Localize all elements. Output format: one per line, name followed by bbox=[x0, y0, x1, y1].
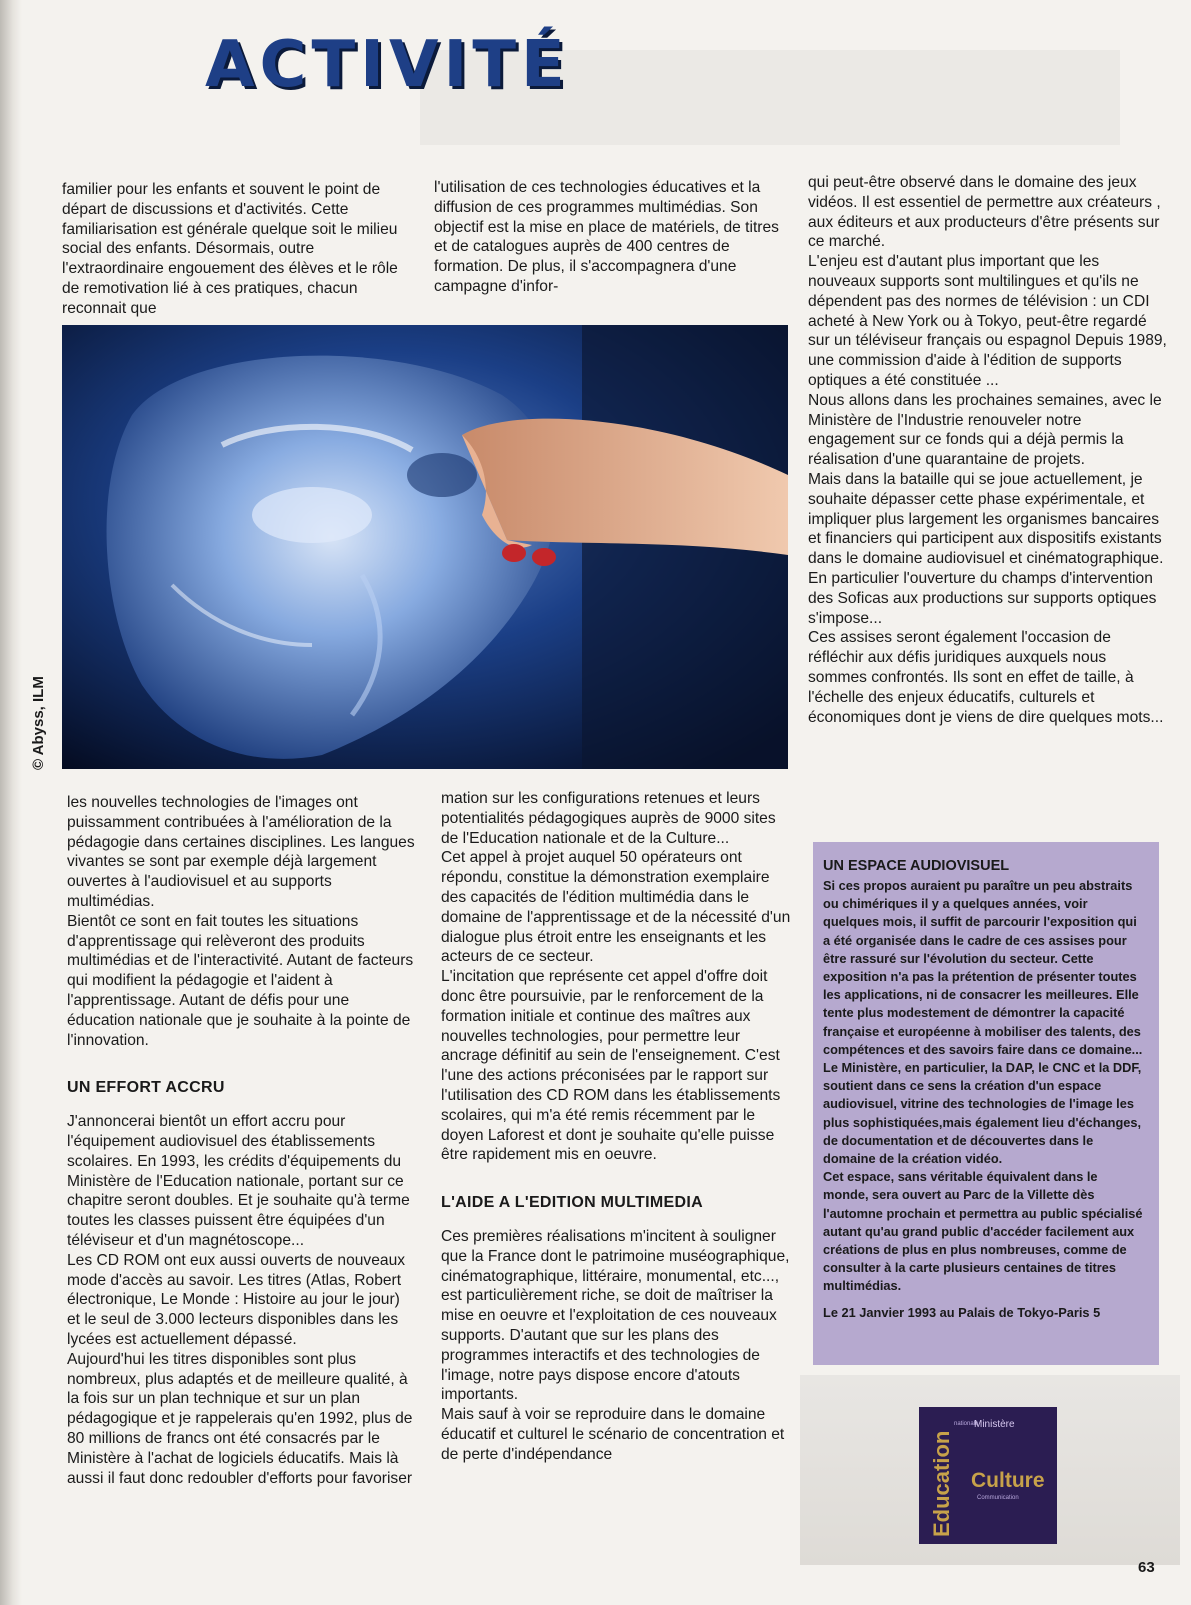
body-paragraph: Les CD ROM ont eux aussi ouverts de nouveaux mode d'accès au savoir. Les titres (Atlas, Robert électronique, Le Monde : Histoire au jour le jour) et le seul de 3.000 lecteurs disponibles dans les lycées est actuellement dépassé. bbox=[67, 1251, 406, 1348]
body-paragraph: mation sur les configurations retenues et leurs potentialités pédagogiques auprès de 9000 sites de l'Education nationale et de la Culture... bbox=[441, 790, 776, 847]
sidebar-paragraph: Si ces propos auraient pu paraître un peu abstraits ou chimériques il y a quelques années, voir quelques mois, il suffit de parcourir l'exposition qui a été organisée dans le cadre de ces assises pour être rassuré sur l'évolution du secteur. Cette exposition n'a pas la prétention de présenter toutes les applications, ni de consacrer les meilleures. Elle tente plus modestement de démontrer la capacité française et européenne à mobiliser des talents, des compétences et des savoirs faire dans ce domaine... bbox=[823, 878, 1143, 1057]
logo-culture-text: Culture bbox=[971, 1469, 1045, 1492]
body-paragraph: Ces assises seront également l'occasion de réfléchir aux défis juridiques auxquels nous sommes confrontés. Ils sont en effet de taille, à l'échelle des enjeux éducatifs, culturels et économiques dont je viens de dire quelques mots... bbox=[808, 629, 1164, 726]
section-heading: UN EFFORT ACCRU bbox=[67, 1079, 225, 1097]
page-number: 63 bbox=[1138, 1559, 1155, 1576]
body-paragraph: L'incitation que représente cet appel d'offre doit donc être poursuivie, par le renforcement de la formation initiale et continue des maîtres aux nouvelles technologies, pour permettre leur ancrage définitif au sein de l'enseignement. C'est l'une des actions préconisées par le rapport sur l'utilisation des CD ROM dans les établissements scolaires, qui m'a été remis récemment par le doyen Laforest et dont je souhaite qu'elle puisse être rapidement mis en oeuvre. bbox=[441, 968, 781, 1164]
logo-ministere-text: Ministère bbox=[974, 1419, 1015, 1430]
logo-nationale-text: nationale bbox=[954, 1421, 979, 1427]
column-2-bottom bbox=[441, 789, 796, 1465]
page-title: ACTIVITÉ bbox=[205, 28, 570, 102]
body-paragraph: Mais dans la bataille qui se joue actuellement, je souhaite dépasser cette phase expérimentale, et impliquer plus largement les organismes bancaires et financiers qui participent aux dispositifs existants dans le domaine audiovisuel et cinématographique. En particulier l'ouverture du champs d'intervention des Soficas aux productions sur supports optiques s'impose... bbox=[808, 470, 1164, 627]
page-spine-shadow bbox=[0, 0, 22, 1605]
column-2-top bbox=[434, 178, 784, 297]
body-paragraph: les nouvelles technologies de l'images ont puissamment contribuées à l'amélioration de la pédagogie dans certaines disciplines. Les langues vivantes se sont par exemple déjà largement ouvertes à l'audiovisuel et au supports multimédias. bbox=[67, 794, 415, 910]
column-3 bbox=[808, 173, 1168, 727]
abyss-water-face-image bbox=[62, 325, 788, 769]
article-photo bbox=[62, 325, 788, 769]
sidebar-date: Le 21 Janvier 1993 au Palais de Tokyo-Paris 5 bbox=[823, 1304, 1101, 1320]
ministry-logo bbox=[919, 1407, 1057, 1544]
body-paragraph: Mais sauf à voir se reproduire dans le domaine éducatif et culturel le scénario de concentration et de perte d'indépendance bbox=[441, 1406, 785, 1463]
body-paragraph: Cet appel à projet auquel 50 opérateurs ont répondu, constitue la démonstration exemplaire des capacités de l'édition multimédia dans le domaine de l'apprentissage et de la nécessité d'un dialogue plus étroit entre les enseignants et les acteurs de ce secteur. bbox=[441, 849, 791, 966]
body-paragraph: qui peut-être observé dans le domaine des jeux vidéos. Il est essentiel de permettre aux créateurs , aux éditeurs et aux producteurs d'être présents sur ce marché. bbox=[808, 174, 1161, 251]
logo-communication-text: Communication bbox=[977, 1495, 1019, 1501]
body-paragraph: Ces premières réalisations m'incitent à souligner que la France dont le patrimoine muséographique, cinématographique, littéraire, monumental, etc..., est particulièrement riche, se doit de maîtriser la mise en oeuvre et l'exploitation de ces nouveaux supports. D'autant que sur les plans des programmes interactifs et des technologies de l'image, notre pays dispose encore d'atouts importants. bbox=[441, 1227, 790, 1404]
section-heading: L'AIDE A L'EDITION MULTIMEDIA bbox=[441, 1194, 703, 1212]
audiovisual-sidebar-box bbox=[813, 842, 1159, 1365]
body-paragraph: Nous allons dans les prochaines semaines, avec le Ministère de l'Industrie renouveler notre engagement sur ce fonds qui a déjà permis la réalisation d'une quarantaine de projets. bbox=[808, 391, 1162, 469]
logo-education-text: Education bbox=[929, 1430, 954, 1537]
photo-credit: © Abyss, ILM bbox=[30, 676, 47, 770]
column-1-bottom bbox=[67, 793, 417, 1488]
sidebar-heading: UN ESPACE AUDIOVISUEL bbox=[823, 858, 1010, 874]
sidebar-paragraph: Le Ministère, en particulier, la DAP, le CNC et la DDF, soutient dans ce sens la création d'un espace audiovisuel, vitrine des technologies de l'image les plus sophistiquées,mais également lieu d'échanges, de documentation et de découvertes dans le domaine de la création vidéo. bbox=[823, 1060, 1142, 1167]
body-paragraph: Aujourd'hui les titres disponibles sont plus nombreux, plus adaptés et de meilleure qualité, à la fois sur un plan technique et sur un plan pédagogique et je rappelerais qu'en 1992, plus de 80 millions de francs ont été consacrés par le Ministère à l'achat de logiciels éducatifs. Mais là aussi il faut donc redoubler d'efforts pour favoriser bbox=[67, 1350, 413, 1487]
body-paragraph: L'enjeu est d'autant plus important que les nouveaux supports sont multilingues et qu'ils ne dépendent pas des normes de télévision : un CDI acheté à New York ou à Tokyo, peut-être regardé sur un téléviseur français ou espagnol Depuis 1989, une commission d'aide à l'édition de supports optiques a été constituée ... bbox=[808, 253, 1167, 389]
body-paragraph: familier pour les enfants et souvent le point de départ de discussions et d'activités. Cette familiarisation est générale quelque soit le milieu social des enfants. Désormais, outre l'extraordinaire engouement des élèves et le rôle de remotivation lié à ces pratiques, chacun reconnait que bbox=[62, 181, 398, 317]
body-paragraph: Bientôt ce sont en fait toutes les situations d'apprentissage qui relèveront des produits multimédias et de l'interactivité. Autant de facteurs qui modifient la pédagogie et l'aident à l'apprentissage. Autant de défis pour une éducation nationale que je souhaite à la pointe de l'innovation. bbox=[67, 912, 414, 1049]
body-paragraph: J'annoncerai bientôt un effort accru pour l'équipement audiovisuel des établissements scolaires. En 1993, les crédits d'équipements du Ministère de l'Education nationale, portant sur ce chapitre seront doubles. Et je souhaite qu'à terme toutes les classes puissent être équipées d'un téléviseur et d'un magnétoscope... bbox=[67, 1113, 410, 1249]
sidebar-paragraph: Cet espace, sans véritable équivalent dans le monde, sera ouvert au Parc de la Villette dès l'automne prochain et permettra au public spécialisé autant qu'au grand public d'accéder facilement aux créations de plus en plus nombreuses, comme de consulter à la carte plusieurs centaines de titres multimédias. bbox=[823, 1169, 1143, 1294]
body-paragraph: l'utilisation de ces technologies éducatives et la diffusion de ces programmes multimédias. Son objectif est la mise en place de matériels, de titres et de catalogues auprès de 400 centres de formation. De plus, il s'accompagnera d'une campagne d'infor- bbox=[434, 179, 779, 295]
column-1-top bbox=[62, 180, 407, 319]
